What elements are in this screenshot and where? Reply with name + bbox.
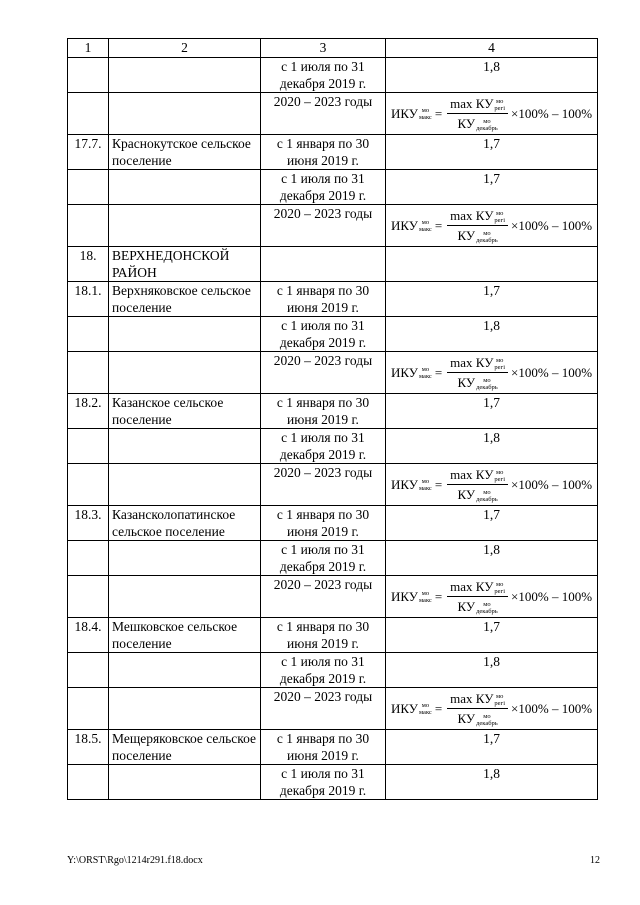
cell-name: [109, 576, 261, 618]
formula-tail: ×100% – 100%: [511, 477, 593, 493]
formula-num-sub: регi: [494, 105, 506, 113]
formula-tail: ×100% – 100%: [511, 106, 593, 122]
formula-den-indices: [476, 489, 498, 503]
formula-num-indices: [494, 210, 505, 224]
header-col-1: 1: [68, 39, 109, 58]
table-row: [68, 58, 598, 93]
formula: [391, 352, 592, 393]
header-col-3: 3: [261, 39, 386, 58]
cell-period: с 1 июля по 31 декабря 2019 г.: [261, 541, 386, 576]
cell-period: с 1 июля по 31 декабря 2019 г.: [261, 317, 386, 352]
formula-den-text: КУ: [457, 487, 476, 503]
cell-value: 1,7: [386, 282, 598, 317]
footer-page-number: 12: [590, 855, 600, 866]
formula-denominator: [454, 226, 500, 244]
cell-period: с 1 июля по 31 декабря 2019 г.: [261, 429, 386, 464]
formula-lhs-sup: мо: [421, 701, 430, 709]
cell-value-formula: [386, 576, 598, 618]
cell-number: [68, 58, 109, 93]
table-row: [68, 135, 598, 170]
formula-lhs-sup: мо: [421, 218, 430, 226]
cell-period: с 1 января по 30 июня 2019 г.: [261, 618, 386, 653]
cell-period: с 1 января по 30 июня 2019 г.: [261, 730, 386, 765]
formula-num-sub: регi: [494, 700, 506, 708]
formula-den-indices: [476, 377, 498, 391]
table-row: [68, 464, 598, 506]
cell-name: [109, 317, 261, 352]
cell-period: 2020 – 2023 годы: [261, 205, 386, 247]
formula-lhs-indices: [419, 478, 432, 492]
formula-lhs: ИКУ: [390, 701, 418, 717]
formula-lhs: ИКУ: [390, 365, 418, 381]
formula-num-sub: регi: [494, 364, 506, 372]
cell-name: [109, 765, 261, 800]
cell-period: [261, 247, 386, 282]
cell-name: Казансколопатинское сельское поселение: [109, 506, 261, 541]
cell-period: с 1 июля по 31 декабря 2019 г.: [261, 170, 386, 205]
formula-num-text: max КУ: [450, 96, 494, 111]
cell-value-formula: [386, 352, 598, 394]
cell-value: 1,7: [386, 730, 598, 765]
cell-name: Верхняковское сельское поселение: [109, 282, 261, 317]
formula-num-text: max КУ: [450, 355, 494, 371]
formula-den-sup: мо: [483, 713, 491, 721]
formula: [391, 93, 592, 134]
formula-den-sup: мо: [483, 230, 491, 238]
cell-value: 1,7: [386, 394, 598, 429]
formula-num-indices: [494, 357, 505, 371]
formula-den-sub: декабрь: [476, 608, 498, 616]
cell-number: [68, 688, 109, 730]
cell-number: [68, 317, 109, 352]
formula-numerator: [447, 578, 508, 597]
formula-num-indices: [494, 693, 505, 707]
cell-value-formula: [386, 464, 598, 506]
cell-number: [68, 576, 109, 618]
formula-den-text: КУ: [457, 228, 476, 244]
formula-lhs: ИКУ: [390, 218, 418, 234]
table-row: [68, 247, 598, 282]
formula-denominator: [454, 485, 500, 503]
formula-num-sub: регi: [494, 217, 506, 225]
formula-num-text: max КУ: [450, 579, 494, 595]
table-row: [68, 205, 598, 247]
table-row: [68, 541, 598, 576]
formula-num-sup: мо: [496, 210, 504, 218]
table-row: [68, 653, 598, 688]
cell-value: 1,8: [386, 765, 598, 800]
formula-denominator: [454, 114, 500, 132]
cell-name: [109, 205, 261, 247]
table-row: [68, 93, 598, 135]
cell-value: 1,7: [386, 135, 598, 170]
formula-tail: ×100% – 100%: [511, 589, 593, 605]
header-col-2: 2: [109, 39, 261, 58]
formula-numerator: [447, 95, 508, 114]
formula-equals: =: [434, 589, 443, 605]
formula-lhs-sup: мо: [421, 589, 430, 597]
cell-period: 2020 – 2023 годы: [261, 464, 386, 506]
cell-number: 17.7.: [68, 135, 109, 170]
formula-lhs-indices: [419, 702, 432, 716]
formula-tail: ×100% – 100%: [511, 365, 593, 381]
formula-den-text: КУ: [457, 599, 476, 615]
cell-name: [109, 352, 261, 394]
formula-num-sup: мо: [496, 693, 504, 701]
formula-den-text: КУ: [457, 711, 476, 727]
formula-num-sub: регi: [494, 588, 506, 596]
formula-numerator: [447, 466, 508, 485]
formula-numerator: [447, 690, 508, 709]
formula-tail: ×100% – 100%: [511, 701, 593, 717]
formula-den-sup: мо: [483, 377, 491, 385]
table-row: [68, 688, 598, 730]
cell-value: 1,7: [386, 506, 598, 541]
cell-period: 2020 – 2023 годы: [261, 352, 386, 394]
formula-den-sub: декабрь: [476, 496, 498, 504]
cell-number: [68, 541, 109, 576]
table-row: [68, 317, 598, 352]
formula-lhs-sub: макс: [418, 708, 432, 716]
formula-lhs-sub: макс: [418, 372, 432, 380]
formula-den-text: КУ: [457, 375, 476, 391]
formula-tail: ×100% – 100%: [511, 218, 593, 234]
formula-denominator: [454, 597, 500, 615]
table-row: [68, 429, 598, 464]
cell-value: 1,8: [386, 429, 598, 464]
formula-num-sup: мо: [496, 357, 504, 365]
formula-lhs-sub: макс: [418, 113, 432, 121]
formula-num-text: max КУ: [450, 691, 494, 707]
cell-name: ВЕРХНЕДОНСКОЙ РАЙОН: [109, 247, 261, 282]
cell-name: [109, 58, 261, 93]
formula-den-sub: декабрь: [476, 720, 498, 728]
formula-lhs-sub: макс: [418, 596, 432, 604]
cell-period: с 1 января по 30 июня 2019 г.: [261, 394, 386, 429]
formula-fraction: [447, 690, 508, 727]
cell-period: 2020 – 2023 годы: [261, 93, 386, 135]
formula-num-sup: мо: [496, 581, 504, 589]
cell-number: [68, 464, 109, 506]
formula-den-sup: мо: [483, 489, 491, 497]
formula-lhs-sup: мо: [421, 477, 430, 485]
footer-file-path: Y:\ORST\Rgo\1214r291.f18.docx: [67, 855, 203, 866]
cell-number: 18.: [68, 247, 109, 282]
cell-value: 1,8: [386, 541, 598, 576]
table-row: [68, 282, 598, 317]
cell-period: с 1 июля по 31 декабря 2019 г.: [261, 58, 386, 93]
cell-number: 18.5.: [68, 730, 109, 765]
cell-value: 1,7: [386, 618, 598, 653]
cell-name: Мещеряковское сельское поселение: [109, 730, 261, 765]
cell-name: [109, 653, 261, 688]
formula-fraction: [447, 95, 508, 132]
cell-name: [109, 541, 261, 576]
formula-den-indices: [476, 713, 498, 727]
cell-number: [68, 93, 109, 135]
formula-denominator: [454, 709, 500, 727]
formula-num-text: max КУ: [450, 208, 494, 224]
table-header-row: [68, 39, 598, 58]
header-col-4: 4: [386, 39, 598, 58]
formula-num-sup: мо: [496, 469, 504, 477]
formula-lhs-sup: мо: [421, 365, 430, 373]
cell-number: 18.3.: [68, 506, 109, 541]
cell-name: [109, 429, 261, 464]
cell-number: [68, 170, 109, 205]
formula-num-sub: регi: [494, 476, 506, 484]
tariff-table: [67, 38, 598, 800]
cell-name: [109, 93, 261, 135]
formula-fraction: [447, 466, 508, 503]
formula-equals: =: [434, 106, 443, 122]
table-row: [68, 394, 598, 429]
cell-name: [109, 688, 261, 730]
formula-num-text: max КУ: [450, 467, 494, 483]
formula-equals: =: [434, 365, 443, 381]
formula-fraction: [447, 207, 508, 244]
formula-lhs-indices: [419, 107, 432, 121]
formula-equals: =: [434, 477, 443, 493]
table-row: [68, 618, 598, 653]
formula: [391, 464, 592, 505]
cell-name: Мешковское сельское поселение: [109, 618, 261, 653]
cell-period: с 1 января по 30 июня 2019 г.: [261, 282, 386, 317]
formula-num-indices: [494, 98, 505, 112]
table-row: [68, 765, 598, 800]
cell-value: 1,8: [386, 653, 598, 688]
cell-value: 1,8: [386, 317, 598, 352]
cell-name: Казанское сельское поселение: [109, 394, 261, 429]
formula-den-indices: [476, 118, 498, 132]
cell-value-formula: [386, 688, 598, 730]
formula-equals: =: [434, 701, 443, 717]
formula-num-indices: [494, 469, 505, 483]
formula-equals: =: [434, 218, 443, 234]
formula-lhs-indices: [419, 590, 432, 604]
table-row: [68, 576, 598, 618]
cell-period: с 1 июля по 31 декабря 2019 г.: [261, 653, 386, 688]
cell-value: [386, 247, 598, 282]
cell-period: 2020 – 2023 годы: [261, 576, 386, 618]
formula-den-indices: [476, 230, 498, 244]
formula-lhs: ИКУ: [390, 477, 418, 493]
formula-num-sup: мо: [496, 98, 504, 106]
formula-den-sub: декабрь: [476, 237, 498, 245]
cell-number: 18.2.: [68, 394, 109, 429]
cell-period: с 1 июля по 31 декабря 2019 г.: [261, 765, 386, 800]
formula-den-sup: мо: [483, 118, 491, 126]
formula: [391, 205, 592, 246]
cell-value-formula: [386, 93, 598, 135]
formula-fraction: [447, 578, 508, 615]
formula-fraction: [447, 354, 508, 391]
cell-number: [68, 653, 109, 688]
cell-period: с 1 января по 30 июня 2019 г.: [261, 135, 386, 170]
formula-lhs-sup: мо: [421, 106, 430, 114]
formula-den-sub: декабрь: [476, 125, 498, 133]
formula-denominator: [454, 373, 500, 391]
table-row: [68, 352, 598, 394]
formula-num-indices: [494, 581, 505, 595]
formula-den-sup: мо: [483, 601, 491, 609]
formula: [391, 688, 592, 729]
formula: [391, 576, 592, 617]
formula-numerator: [447, 207, 508, 226]
cell-period: с 1 января по 30 июня 2019 г.: [261, 506, 386, 541]
formula-lhs-indices: [419, 219, 432, 233]
cell-number: [68, 352, 109, 394]
formula-den-sub: декабрь: [476, 384, 498, 392]
formula-lhs-sub: макс: [418, 225, 432, 233]
cell-period: 2020 – 2023 годы: [261, 688, 386, 730]
cell-name: [109, 170, 261, 205]
formula-numerator: [447, 354, 508, 373]
formula-lhs-indices: [419, 366, 432, 380]
formula-lhs-sub: макс: [418, 484, 432, 492]
formula-den-text: КУ: [457, 116, 476, 132]
cell-name: Краснокутское сельское поселение: [109, 135, 261, 170]
cell-number: [68, 429, 109, 464]
cell-number: 18.4.: [68, 618, 109, 653]
cell-name: [109, 464, 261, 506]
cell-value: 1,7: [386, 170, 598, 205]
cell-number: [68, 765, 109, 800]
table-row: [68, 506, 598, 541]
cell-number: 18.1.: [68, 282, 109, 317]
formula-den-indices: [476, 601, 498, 615]
table-row: [68, 730, 598, 765]
table-row: [68, 170, 598, 205]
cell-number: [68, 205, 109, 247]
formula-lhs: ИКУ: [390, 106, 418, 122]
cell-value-formula: [386, 205, 598, 247]
formula-lhs: ИКУ: [390, 589, 418, 605]
cell-value: 1,8: [386, 58, 598, 93]
